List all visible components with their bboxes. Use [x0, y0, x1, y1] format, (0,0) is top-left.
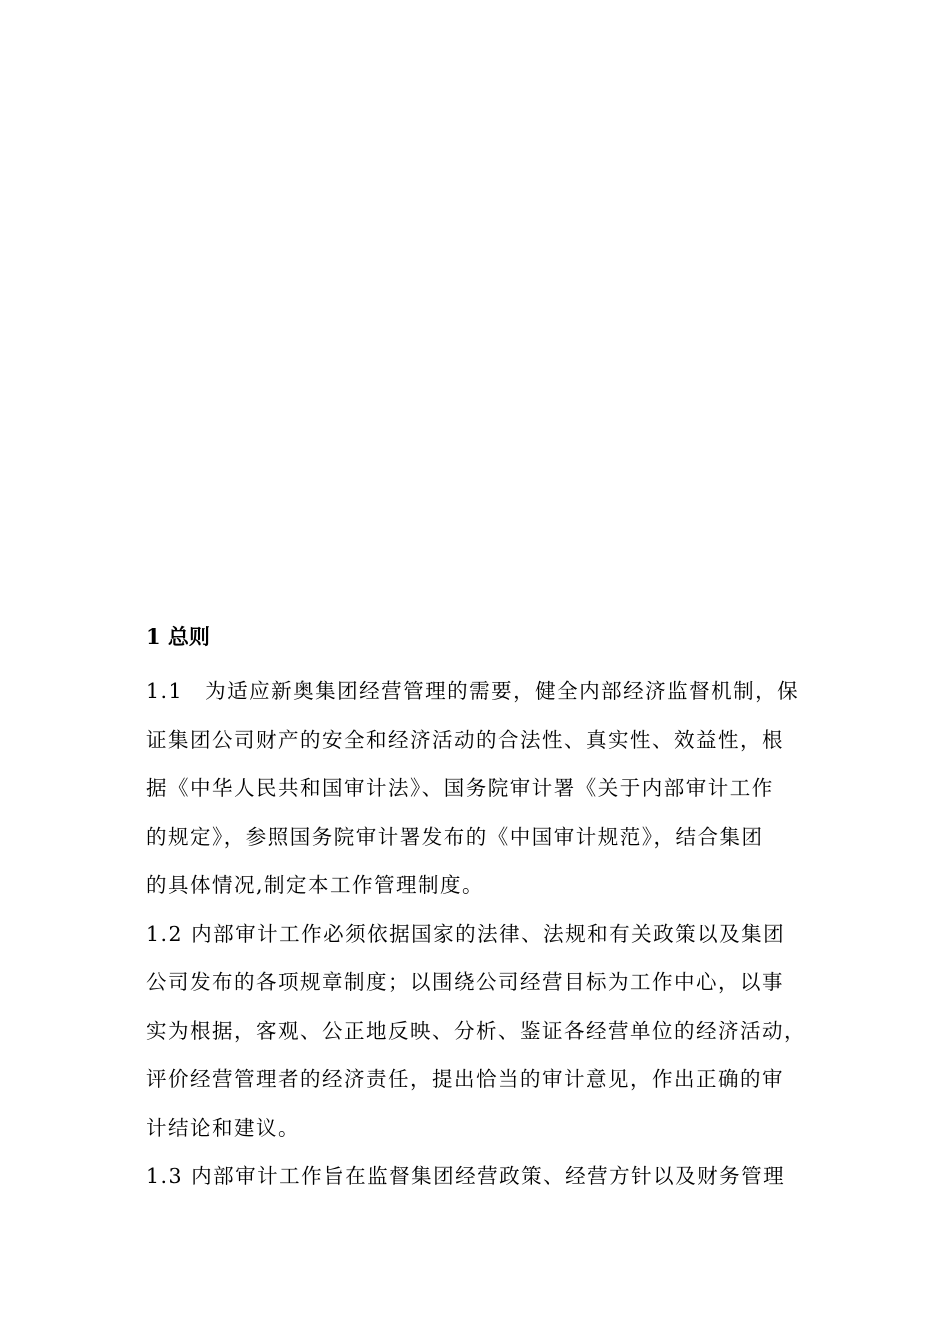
paragraph-line: 的具体情况,制定本工作管理制度。 — [146, 873, 485, 897]
paragraph-line: 的规定》，参照国务院审计署发布的《中国审计规范》，结合集团 — [146, 824, 764, 849]
paragraph-line: 评价经营管理者的经济责任，提出恰当的审计意见，作出正确的审 — [146, 1067, 784, 1091]
document-body — [146, 620, 816, 1201]
paragraph-line: 1.1 为适应新奥集团经营管理的需要，健全内部经济监督机制，保 — [146, 679, 800, 703]
paragraph-line: 1.2 内部审计工作必须依据国家的法律、法规和有关政策以及集团 — [146, 921, 786, 946]
paragraph-line: 据《中华人民共和国审计法》、国务院审计署《关于内部审计工作 — [146, 776, 774, 800]
paragraph-1-1 — [146, 667, 816, 910]
paragraph-line: 1.3 内部审计工作旨在监督集团经营政策、经营方针以及财务管理 — [146, 1164, 786, 1188]
paragraph-line: 公司发布的各项规章制度；以围绕公司经营目标为工作中心，以事 — [146, 970, 784, 994]
paragraph-line: 证集团公司财产的安全和经济活动的合法性、真实性、效益性，根 — [146, 727, 784, 752]
paragraph-1-2 — [146, 910, 816, 1153]
paragraph-line: 实为根据，客观、公正地反映、分析、鉴证各经营单位的经济活动， — [146, 1018, 806, 1043]
paragraph-1-3 — [146, 1152, 816, 1201]
paragraph-line: 计结论和建议。 — [146, 1115, 300, 1140]
section-heading: 1 总则 — [146, 624, 210, 649]
